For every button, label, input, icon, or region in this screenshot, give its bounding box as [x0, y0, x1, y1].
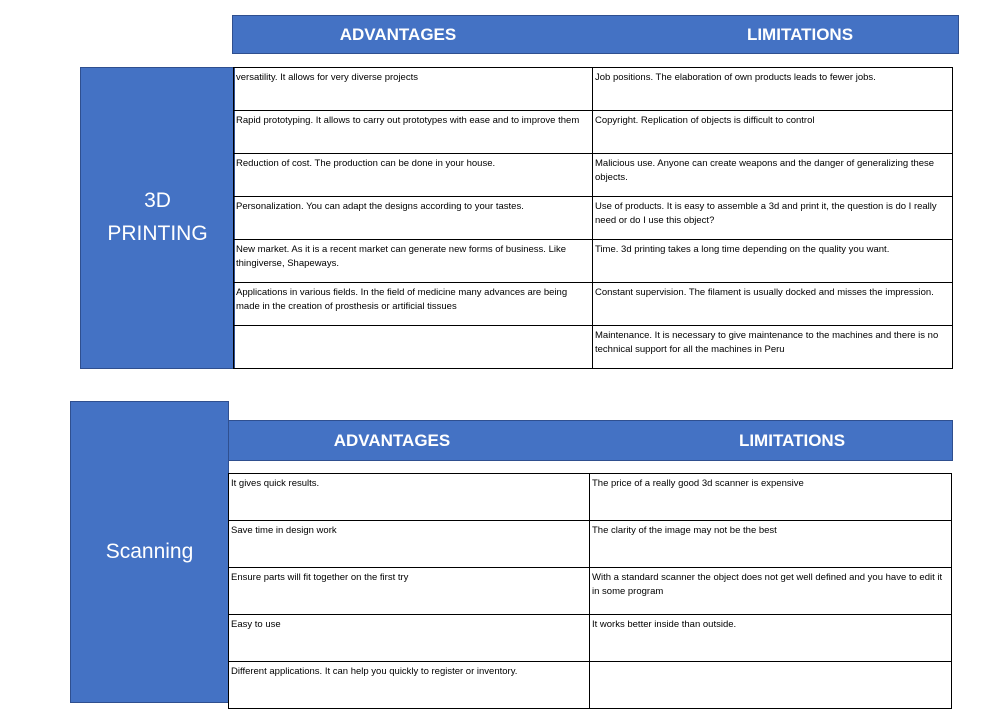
- printing-header-bar: [232, 15, 959, 54]
- printing-label-line-1: 3D: [144, 189, 171, 213]
- printing-advantage-cell: versatility. It allows for very diverse projects: [234, 68, 593, 111]
- printing-limitation-cell: Use of products. It is easy to assemble a 3d and print it, the question is do I really need or do I use this object?: [593, 197, 953, 240]
- printing-limitation-cell: Job positions. The elaboration of own products leads to fewer jobs.: [593, 68, 953, 111]
- scanning-table: [228, 473, 952, 709]
- scanning-row: [229, 662, 952, 709]
- scanning-limitation-cell: The price of a really good 3d scanner is expensive: [590, 474, 952, 521]
- printing-limitation-cell: Constant supervision. The filament is usually docked and misses the impression.: [593, 283, 953, 326]
- printing-advantage-cell: Rapid prototyping. It allows to carry out prototypes with ease and to improve them: [234, 111, 593, 154]
- scanning-limitation-cell: [590, 662, 952, 709]
- scanning-advantage-cell: It gives quick results.: [229, 474, 590, 521]
- scanning-limitation-cell: The clarity of the image may not be the best: [590, 521, 952, 568]
- scanning-row: [229, 521, 952, 568]
- scanning-advantage-cell: Save time in design work: [229, 521, 590, 568]
- scanning-section-label: [70, 401, 229, 703]
- printing-row: [234, 283, 953, 326]
- printing-limitation-cell: Maintenance. It is necessary to give maintenance to the machines and there is no technical support for all the machines in Peru: [593, 326, 953, 369]
- printing-advantage-cell: New market. As it is a recent market can generate new forms of business. Like thingiverse, Shapeways.: [234, 240, 593, 283]
- scanning-limitation-cell: It works better inside than outside.: [590, 615, 952, 662]
- printing-row: [234, 240, 953, 283]
- printing-advantage-cell: Applications in various fields. In the field of medicine many advances are being made in the creation of prosthesis or artificial tissues: [234, 283, 593, 326]
- scanning-advantage-cell: Ensure parts will fit together on the first try: [229, 568, 590, 615]
- printing-row: [234, 326, 953, 369]
- printing-row: [234, 154, 953, 197]
- scanning-label: Scanning: [105, 539, 194, 563]
- scanning-advantages-header: ADVANTAGES: [333, 430, 451, 450]
- printing-advantage-cell: Reduction of cost. The production can be done in your house.: [234, 154, 593, 197]
- scanning-row: [229, 568, 952, 615]
- scanning-row: [229, 474, 952, 521]
- scanning-row: [229, 615, 952, 662]
- scanning-advantage-cell: Different applications. It can help you quickly to register or inventory.: [229, 662, 590, 709]
- printing-limitation-cell: Time. 3d printing takes a long time depending on the quality you want.: [593, 240, 953, 283]
- printing-limitations-header: LIMITATIONS: [746, 24, 854, 44]
- printing-row: [234, 197, 953, 240]
- printing-row: [234, 68, 953, 111]
- printing-advantages-header: ADVANTAGES: [339, 24, 457, 44]
- printing-section-label: [80, 67, 235, 369]
- printing-advantage-cell: Personalization. You can adapt the designs according to your tastes.: [234, 197, 593, 240]
- scanning-limitations-header: LIMITATIONS: [738, 430, 846, 450]
- printing-label-line-2: PRINTING: [107, 222, 208, 245]
- printing-row: [234, 111, 953, 154]
- printing-limitation-cell: Malicious use. Anyone can create weapons and the danger of generalizing these objects.: [593, 154, 953, 197]
- scanning-header-bar: [228, 420, 953, 461]
- scanning-advantage-cell: Easy to use: [229, 615, 590, 662]
- printing-table: [233, 67, 953, 369]
- scanning-limitation-cell: With a standard scanner the object does not get well defined and you have to edit it in some program: [590, 568, 952, 615]
- printing-limitation-cell: Copyright. Replication of objects is difficult to control: [593, 111, 953, 154]
- printing-advantage-cell: [234, 326, 593, 369]
